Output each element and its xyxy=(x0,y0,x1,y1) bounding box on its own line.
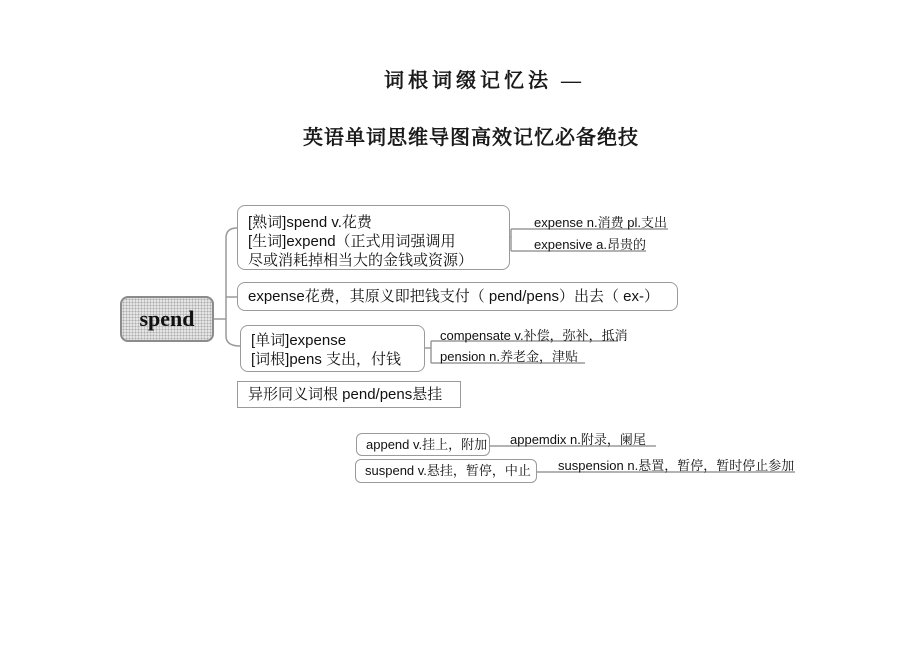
document-subtitle: 英语单词思维导图高效记忆必备绝技 xyxy=(303,127,639,149)
mindmap-node-expense-origin: expense花费，其原义即把钱支付（ pend/pens）出去（ ex-） xyxy=(237,282,678,311)
callout-expensive: expensive a.昂贵的 xyxy=(534,237,646,252)
node-text-line: [词根]pens 支出，付钱 xyxy=(251,351,402,368)
node-text-line: [生词]expend（正式用词强调用 xyxy=(248,233,456,250)
callout-appemdix: appemdix n.附录，阑尾 xyxy=(510,432,646,447)
mindmap-node-familiar-new-words xyxy=(237,205,510,270)
mindmap-node-word-and-root xyxy=(240,325,425,372)
callout-expense: expense n.消费 pl.支出 xyxy=(534,215,667,230)
callout-pension: pension n.养老金，津贴 xyxy=(440,349,578,364)
node-text-line: [单词]expense xyxy=(251,332,347,349)
document-title: 词根词缀记忆法 — xyxy=(384,70,585,92)
mindmap-root-node-spend: spend xyxy=(120,296,214,342)
callout-suspension: suspension n.悬置，暂停，暂时停止参加 xyxy=(558,458,795,473)
mindmap-node-append: append v.挂上，附加 xyxy=(356,433,490,456)
node-text-line: 尽或消耗掉相当大的金钱或资源） xyxy=(248,252,474,269)
callout-compensate: compensate v.补偿，弥补，抵消 xyxy=(440,328,628,343)
mindmap-node-suspend: suspend v.悬挂，暂停，中止 xyxy=(355,459,537,483)
node-text-line: [熟词]spend v.花费 xyxy=(248,214,372,231)
mindmap-node-variant-synonym-root: 异形同义词根 pend/pens悬挂 xyxy=(237,381,461,408)
